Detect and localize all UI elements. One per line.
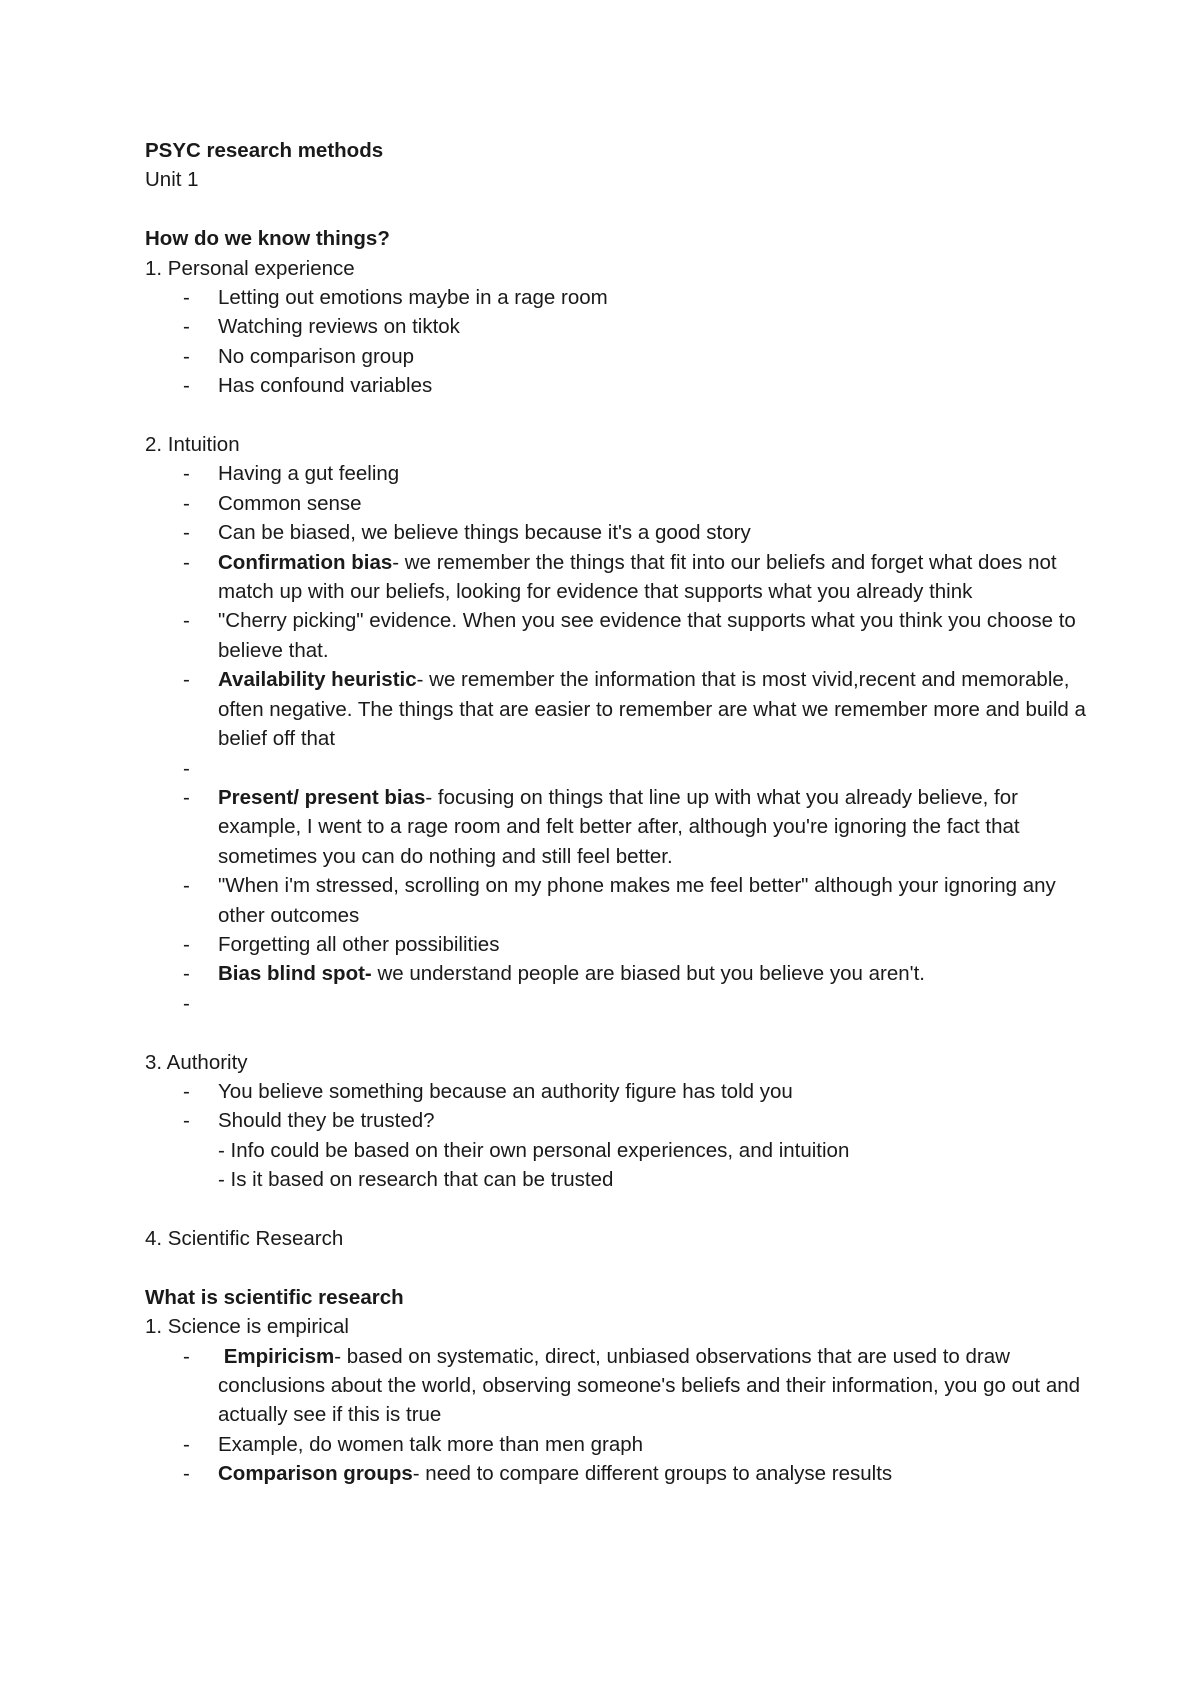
term-empiricism: Empiricism xyxy=(223,1344,335,1368)
list-item-empty: - xyxy=(183,991,190,1015)
s4-heading: 4. Scientific Research xyxy=(145,1226,344,1250)
term-comparison-groups: Comparison groups xyxy=(218,1462,413,1486)
sub-item: - Is it based on research that can be trusted xyxy=(218,1168,614,1192)
list-item: - Has confound variables xyxy=(183,374,433,398)
list-item-empty: - xyxy=(183,756,190,780)
list-item: - "When i'm stressed, scrolling on my phone makes me feel better" although your ignoring any other outcomes xyxy=(183,874,1056,927)
list-item: - Can be biased, we believe things because it's a good story xyxy=(183,521,751,545)
list-item: - No comparison group xyxy=(183,344,414,368)
list-item: - Should they be trusted? xyxy=(183,1109,435,1133)
list-item: - Example, do women talk more than men graph xyxy=(183,1432,644,1456)
section-heading-how: How do we know things? xyxy=(145,227,390,251)
term-confirmation-bias: Confirmation bias xyxy=(218,550,393,574)
list-item-present-bias: - Present/ present bias- focusing on things that line up with what you already believe, for example, I went to a rage room and felt better after, although you're ignoring the fact that sometimes you can do nothing and still feel better. xyxy=(183,785,1020,868)
list-item-empiricism: - Empiricism- based on systematic, direct, unbiased observations that are used to draw conclusions about the world, observing someone's beliefs and their information, you go out and actually see if this is true xyxy=(183,1344,1081,1427)
sub-item: - Info could be based on their own personal experiences, and intuition xyxy=(218,1138,850,1162)
list-item: - Common sense xyxy=(183,491,362,515)
document-page xyxy=(145,136,1095,1489)
list-item-bias-blind-spot: - Bias blind spot- we understand people are biased but you believe you aren't. xyxy=(183,962,925,986)
doc-subtitle: Unit 1 xyxy=(145,168,199,192)
list-item-confirmation-bias: - Confirmation bias- we remember the things that fit into our beliefs and forget what does not match up with our beliefs, looking for evidence that supports what you already think xyxy=(183,550,1057,604)
list-item: - You believe something because an authority figure has told you xyxy=(183,1079,793,1103)
list-item-availability-heuristic: - Availability heuristic- we remember the information that is most vivid,recent and memorable, often negative. The things that are easier to remember are what we remember more and build a belief off that xyxy=(183,668,1086,751)
s1-heading: 1. Personal experience xyxy=(145,256,355,280)
w1-heading: 1. Science is empirical xyxy=(145,1315,349,1339)
term-availability-heuristic: Availability heuristic xyxy=(218,668,417,692)
list-item: - Watching reviews on tiktok xyxy=(183,315,460,339)
term-bias-blind-spot: Bias blind spot- xyxy=(218,962,372,986)
list-item: - Forgetting all other possibilities xyxy=(183,932,500,956)
list-item: - Letting out emotions maybe in a rage room xyxy=(183,286,608,310)
list-item-comparison-groups: - Comparison groups- need to compare different groups to analyse results xyxy=(183,1462,893,1486)
term-present-bias: Present/ present bias xyxy=(218,785,426,809)
list-item: - "Cherry picking" evidence. When you see evidence that supports what you think you choose to believe that. xyxy=(183,609,1076,662)
s3-heading: 3. Authority xyxy=(145,1050,248,1074)
doc-title: PSYC research methods xyxy=(145,139,384,162)
s2-heading: 2. Intuition xyxy=(145,433,240,457)
section-heading-what: What is scientific research xyxy=(145,1285,404,1309)
list-item: - Having a gut feeling xyxy=(183,462,400,486)
